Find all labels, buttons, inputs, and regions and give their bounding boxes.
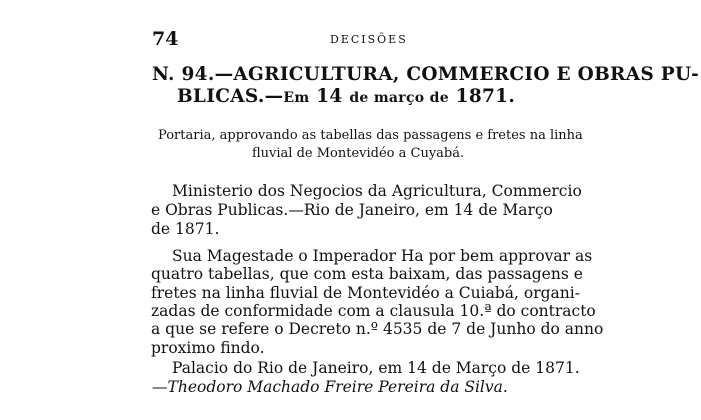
title-year: 1871. — [448, 86, 516, 107]
body-line-2: quatro tabellas, que com esta baixam, das passagens e — [151, 265, 583, 283]
ministry-line-2: e Obras Publicas.—Rio de Janeiro, em 14 de Março — [151, 201, 553, 219]
page-number: 74 — [152, 28, 179, 50]
body-line-4: zadas de conformidade com a clausula 10.ª do contracto — [151, 302, 596, 320]
body-line-1: Sua Magestade o Imperador Ha por bem approvar as — [172, 247, 593, 265]
title-day: 14 — [309, 86, 350, 107]
decision-title-line-1: N. 94.—AGRICULTURA, COMMERCIO E OBRAS PU- — [152, 64, 700, 85]
signature: —Theodoro Machado Freire Pereira da Silva. — [152, 378, 508, 396]
body-line-5: a que se refere o Decreto n.º 4535 de 7 de Junho do anno — [151, 320, 604, 338]
decision-title-line-2 — [177, 86, 515, 107]
title-em: Em — [283, 90, 310, 106]
body-line-6: proximo findo. — [151, 339, 265, 357]
closing-place-date: Palacio do Rio de Janeiro, em 14 de Março de 1871. — [172, 359, 580, 377]
ministry-line-1: Ministerio dos Negocios da Agricultura, Commercio — [172, 182, 582, 200]
body-line-3: fretes na linha fluvial de Montevidéo a Cuiabá, organi- — [151, 284, 580, 302]
summary-line-1: Portaria, approvando as tabellas das passagens e fretes na linha — [158, 128, 583, 143]
ministry-line-3: de 1871. — [151, 220, 220, 238]
title-line-2-start: BLICAS.— — [177, 86, 284, 107]
running-header: DECISÕES — [330, 33, 408, 46]
title-month: de março de — [349, 90, 449, 106]
summary-line-2: fluvial de Montevidéo a Cuyabá. — [252, 146, 465, 161]
